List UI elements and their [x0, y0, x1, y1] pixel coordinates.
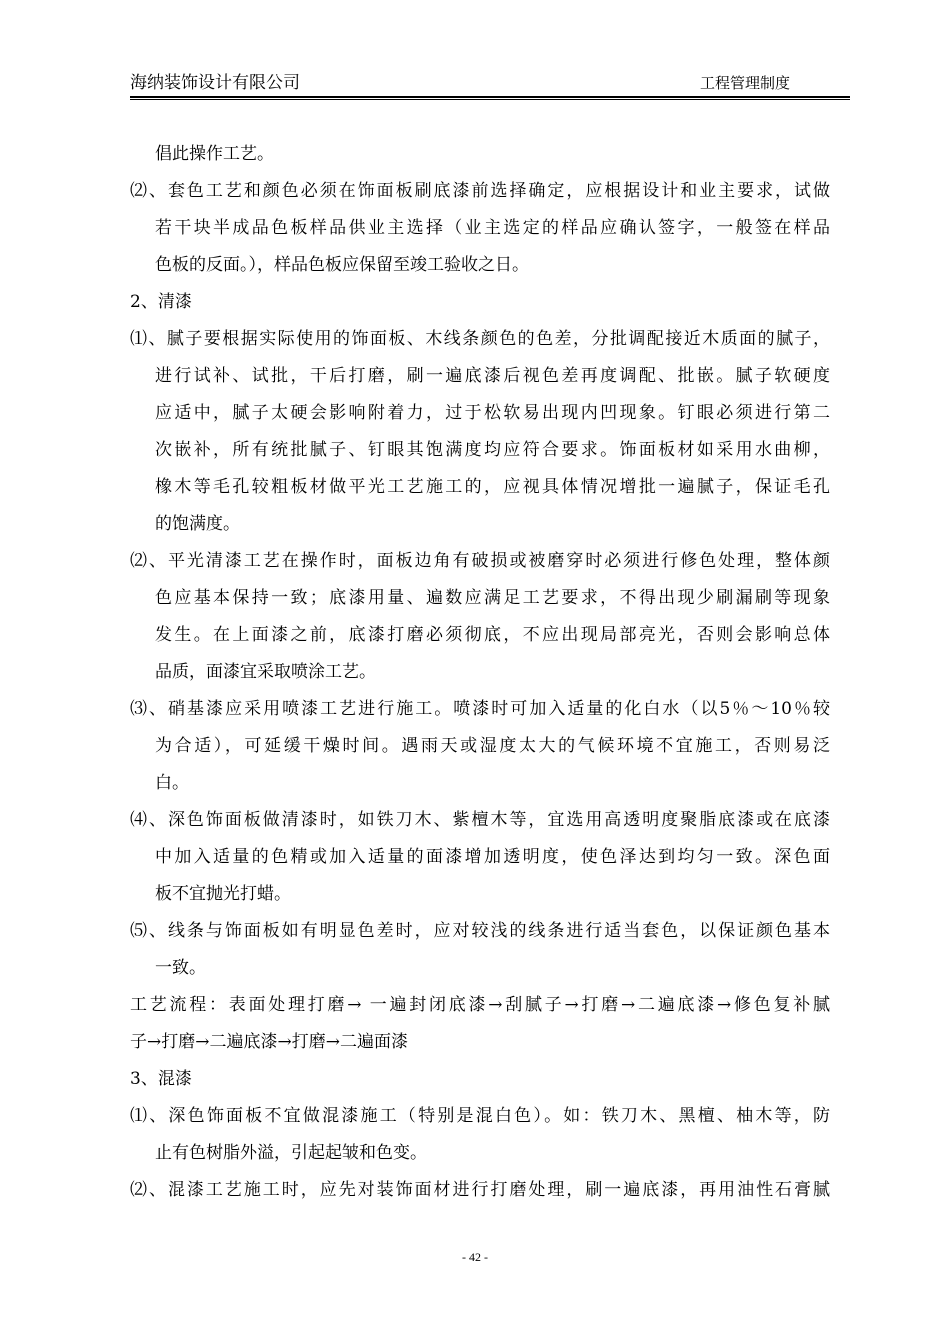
text-line: 色板的反面。），样品色板应保留至竣工验收之日。: [155, 255, 529, 275]
header-rule-thin: [130, 99, 850, 100]
text-line: 一致。: [155, 958, 206, 978]
text-line: ⑵、混漆工艺施工时，应先对装饰面材进行打磨处理，刷一遍底漆，再用油性石膏腻: [130, 1180, 830, 1200]
text-line: ⑴、腻子要根据实际使用的饰面板、木线条颜色的色差，分批调配接近木质面的腻子，: [130, 329, 830, 349]
company-name: 海纳装饰设计有限公司: [130, 73, 300, 93]
section-heading: 3、混漆: [130, 1069, 192, 1089]
text-line: 品质，面漆宜采取喷涂工艺。: [155, 662, 376, 682]
text-line: 的饱满度。: [155, 514, 240, 534]
text-line: ⑵、平光清漆工艺在操作时，面板边角有破损或被磨穿时必须进行修色处理，整体颜: [130, 551, 830, 571]
text-line: 若干块半成品色板样品供业主选择（业主选定的样品应确认签字，一般签在样品: [155, 218, 830, 238]
text-line: ⑸、线条与饰面板如有明显色差时，应对较浅的线条进行适当套色，以保证颜色基本: [130, 921, 830, 941]
text-line: 发生。在上面漆之前，底漆打磨必须彻底，不应出现局部亮光，否则会影响总体: [155, 625, 830, 645]
header-rule: [130, 96, 850, 98]
text-line: ⑵、套色工艺和颜色必须在饰面板刷底漆前选择确定，应根据设计和业主要求，试做: [130, 181, 830, 201]
text-line: 橡木等毛孔较粗板材做平光工艺施工的，应视具体情况增批一遍腻子，保证毛孔: [155, 477, 830, 497]
document-title: 工程管理制度: [699, 74, 790, 92]
page-number: - 42 -: [462, 1250, 488, 1264]
text-line: 止有色树脂外溢，引起起皱和色变。: [155, 1143, 427, 1163]
text-line: 倡此操作工艺。: [155, 144, 274, 164]
text-line: ⑶、硝基漆应采用喷漆工艺进行施工。喷漆时可加入适量的化白水（以5％～10％较: [130, 699, 830, 719]
text-line: 工艺流程：表面处理打磨→ 一遍封闭底漆→刮腻子→打磨→二遍底漆→修色复补腻: [130, 995, 830, 1015]
document-body: [130, 136, 830, 1209]
text-line: 子→打磨→二遍底漆→打磨→二遍面漆: [130, 1032, 408, 1052]
text-line: 中加入适量的色精或加入适量的面漆增加透明度，使色泽达到均匀一致。深色面: [155, 847, 830, 867]
section-heading: 2、清漆: [130, 292, 192, 312]
text-line: 次嵌补，所有统批腻子、钉眼其饱满度均应符合要求。饰面板材如采用水曲柳，: [155, 440, 830, 460]
page-header: [130, 64, 850, 96]
text-line: 为合适），可延缓干燥时间。遇雨天或湿度太大的气候环境不宜施工，否则易泛: [155, 736, 830, 756]
text-line: 板不宜抛光打蜡。: [155, 884, 291, 904]
text-line: 进行试补、试批，干后打磨，刷一遍底漆后视色差再度调配、批嵌。腻子软硬度: [155, 366, 830, 386]
text-line: 色应基本保持一致；底漆用量、遍数应满足工艺要求，不得出现少刷漏刷等现象: [155, 588, 830, 608]
text-line: ⑷、深色饰面板做清漆时，如铁刀木、紫檀木等，宜选用高透明度聚脂底漆或在底漆: [130, 810, 830, 830]
text-line: ⑴、深色饰面板不宜做混漆施工（特别是混白色）。如：铁刀木、黑檀、柚木等，防: [130, 1106, 830, 1126]
text-line: 白。: [155, 773, 189, 793]
text-line: 应适中，腻子太硬会影响附着力，过于松软易出现内凹现象。钉眼必须进行第二: [155, 403, 830, 423]
